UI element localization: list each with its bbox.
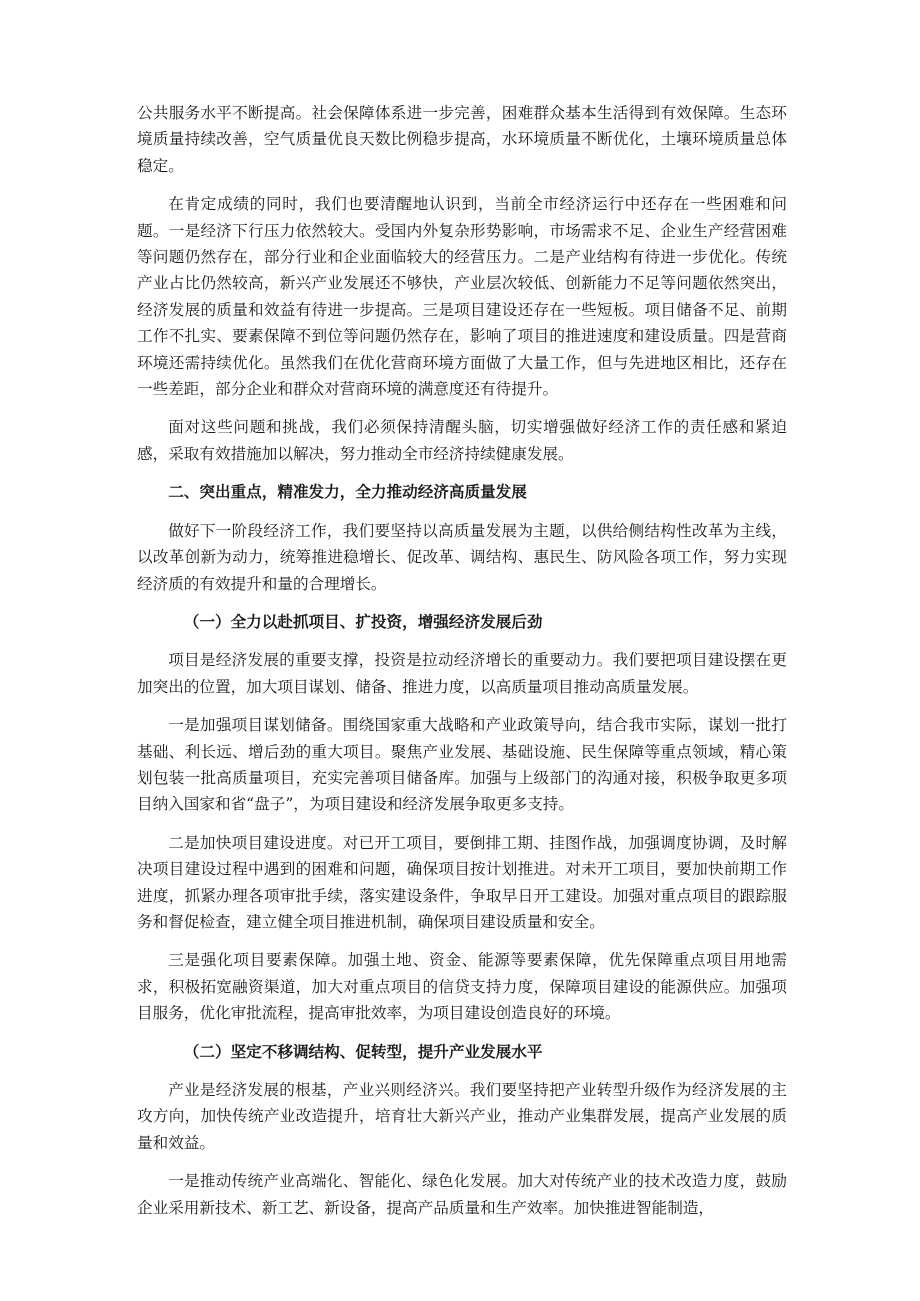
paragraph-project-intro: 项目是经济发展的重要支撑，投资是拉动经济增长的重要动力。我们要把项目建设摆在更加突出的位置，加大项目谋划、储备、推进力度，以高质量项目推动高质量发展。 [137, 651, 787, 696]
paragraph-industry-intro: 产业是经济发展的根基，产业兴则经济兴。我们要坚持把产业转型升级作为经济发展的主攻方向，加快传统产业改造提升，培育壮大新兴产业，推动产业集群发展，提高产业发展的质量和效益。 [137, 1081, 787, 1152]
document-page [137, 100, 787, 1233]
paragraph-project-elements: 三是强化项目要素保障。加强土地、资金、能源等要素保障，优先保障重点项目用地需求，积极拓宽融资渠道，加大对重点项目的信贷支持力度，保障项目建设的能源供应。加强项目服务，优化审批流程，提高审批效率，为项目建设创造良好的环境。 [137, 951, 787, 1023]
paragraph-social-security: 公共服务水平不断提高。社会保障体系进一步完善，困难群众基本生活得到有效保障。生态环境质量持续改善，空气质量优良天数比例稳步提高，水环境质量不断优化，土壤环境质量总体稳定。 [137, 104, 787, 175]
paragraph-project-progress: 二是加快项目建设进度。对已开工项目，要倒排工期、挂图作战，加强调度协调，及时解决项目建设过程中遇到的困难和问题，确保项目按计划推进。对未开工项目，要加快前期工作进度，抓紧办理各项审批手续，落实建设条件，争取早日开工建设。加强对重点项目的跟踪服务和督促检查，建立健全项目推进机制，确保项目建设质量和安全。 [137, 833, 787, 931]
paragraph-next-stage: 做好下一阶段经济工作，我们要坚持以高质量发展为主题，以供给侧结构性改革为主线，以改革创新为动力，统筹推进稳增长、促改革、调结构、惠民生、防风险各项工作，努力实现经济质的有效提升和量的合理增长。 [137, 521, 787, 593]
subsection-heading-2: （二）坚定不移调结构、促转型，提升产业发展水平 [183, 1041, 543, 1061]
paragraph-project-planning: 一是加强项目谋划储备。围绕国家重大战略和产业政策导向，结合我市实际，谋划一批打基础、利长远、增后劲的重大项目。聚焦产业发展、基础设施、民生保障等重点领域，精心策划包装一批高质量项目，充实完善项目储备库。加强与上级部门的沟通对接，积极争取更多项目纳入国家和省“盘子”，为项目建设和经济发展争取更多支持。 [137, 716, 787, 814]
section-heading-2: 二、突出重点，精准发力，全力推动经济高质量发展 [168, 482, 527, 502]
paragraph-traditional-industry: 一是推动传统产业高端化、智能化、绿色化发展。加大对传统产业的技术改造力度，鼓励企业采用新技术、新工艺、新设备，提高产品质量和生产效率。加快推进智能制造， [137, 1172, 787, 1217]
paragraph-challenges: 面对这些问题和挑战，我们必须保持清醒头脑，切实增强做好经济工作的责任感和紧迫感，采取有效措施加以解决，努力推动全市经济持续健康发展。 [137, 418, 787, 463]
subsection-heading-1: （一）全力以赴抓项目、扩投资，增强经济发展后劲 [183, 611, 543, 631]
paragraph-problems: 在肯定成绩的同时，我们也要清醒地认识到，当前全市经济运行中还存在一些困难和问题。一是经济下行压力依然较大。受国内外复杂形势影响，市场需求不足、企业生产经营困难等问题仍然存在，部分行业和企业面临较大的经营压力。二是产业结构有待进一步优化。传统产业占比仍然较高，新兴产业发展还不够快，产业层次较低、创新能力不足等问题依然突出，经济发展的质量和效益有待进一步提高。三是项目建设还存在一些短板。项目储备不足、前期工作不扎实、要素保障不到位等问题仍然存在，影响了项目的推进速度和建设质量。四是营商环境还需持续优化。虽然我们在优化营商环境方面做了大量工作，但与先进地区相比，还存在一些差距，部分企业和群众对营商环境的满意度还有待提升。 [137, 195, 787, 399]
